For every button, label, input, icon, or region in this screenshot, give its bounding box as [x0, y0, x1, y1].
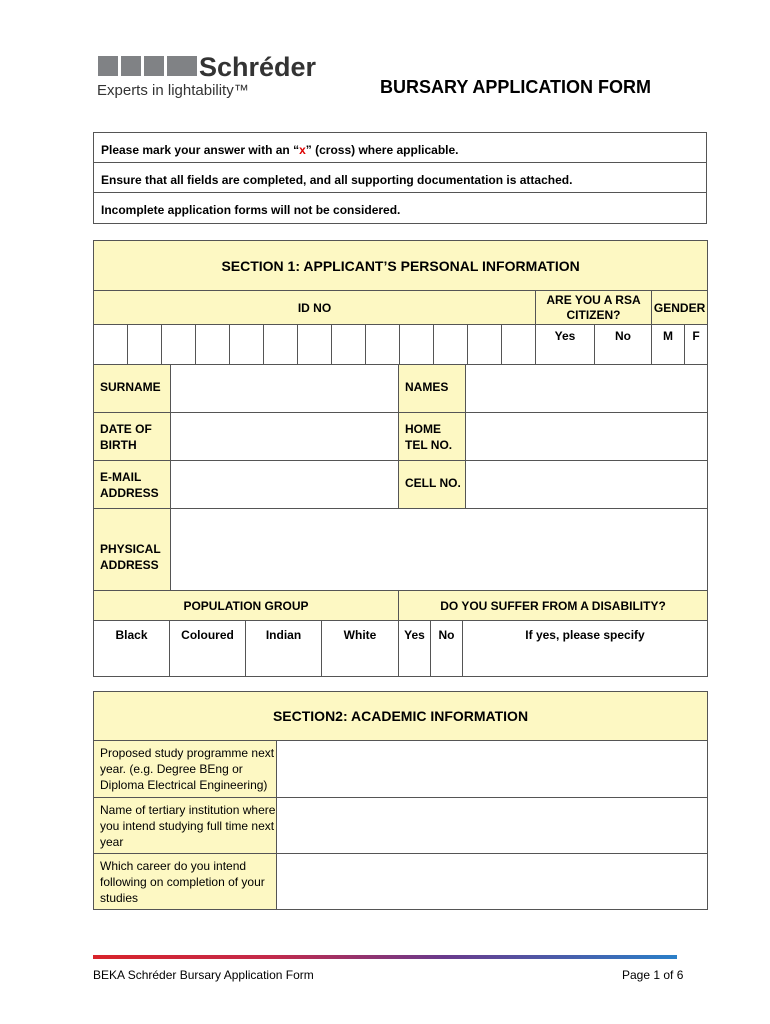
names-field[interactable] — [466, 365, 708, 413]
email-field[interactable] — [171, 461, 399, 509]
disability-no-box[interactable]: No — [431, 621, 463, 677]
instruction-mark-x: Please mark your answer with an “x” (cross) where applicable. — [94, 133, 706, 163]
disability-yes-box[interactable]: Yes — [399, 621, 431, 677]
section1-title: SECTION 1: APPLICANT’S PERSONAL INFORMATION — [94, 241, 708, 291]
physical-address-field[interactable] — [171, 509, 708, 591]
names-label: NAMES — [399, 365, 466, 413]
pop-white-box[interactable]: White — [322, 621, 399, 677]
footer-document-name: BEKA Schréder Bursary Application Form — [93, 968, 314, 982]
personal-details-table — [93, 364, 708, 591]
gender-male-box[interactable]: M — [652, 325, 685, 365]
rsa-citizen-label: ARE YOU A RSA CITIZEN? — [536, 291, 652, 325]
svg-text:Schréder: Schréder — [199, 52, 317, 82]
career-field[interactable] — [277, 854, 708, 910]
id-digit-box[interactable] — [298, 325, 332, 365]
section2-table — [93, 691, 708, 910]
form-title: BURSARY APPLICATION FORM — [380, 77, 652, 97]
id-digit-box[interactable] — [264, 325, 298, 365]
id-digit-box[interactable] — [94, 325, 128, 365]
footer-divider — [93, 955, 677, 959]
pop-coloured-box[interactable]: Coloured — [170, 621, 246, 677]
disability-label: DO YOU SUFFER FROM A DISABILITY? — [399, 591, 708, 621]
id-digit-box[interactable] — [162, 325, 196, 365]
id-digit-box[interactable] — [128, 325, 162, 365]
id-digit-box[interactable] — [366, 325, 400, 365]
instruction-complete-fields: Ensure that all fields are completed, and all supporting documentation is attached. — [94, 163, 706, 193]
physical-address-label: PHYSICAL ADDRESS — [94, 509, 171, 591]
home-tel-field[interactable] — [466, 413, 708, 461]
id-digit-box[interactable] — [332, 325, 366, 365]
gender-female-box[interactable]: F — [685, 325, 708, 365]
pop-indian-box[interactable]: Indian — [246, 621, 322, 677]
section1-table — [93, 240, 708, 365]
population-group-label: POPULATION GROUP — [94, 591, 399, 621]
surname-label: SURNAME — [94, 365, 171, 413]
id-no-label: ID NO — [94, 291, 536, 325]
dob-label: DATE OF BIRTH — [94, 413, 171, 461]
citizen-yes-box[interactable]: Yes — [536, 325, 595, 365]
career-label: Which career do you intend following on completion of your studies — [94, 854, 277, 910]
disability-specify-field[interactable]: If yes, please specify — [463, 621, 708, 677]
citizen-no-box[interactable]: No — [595, 325, 652, 365]
id-digit-box[interactable] — [434, 325, 468, 365]
logo-tagline: Experts in lightability™ — [97, 82, 249, 99]
instruction-incomplete: Incomplete application forms will not be considered. — [101, 203, 401, 217]
gender-label: GENDER — [652, 291, 708, 325]
id-digit-box[interactable] — [502, 325, 536, 365]
id-digit-box[interactable] — [400, 325, 434, 365]
institution-label: Name of tertiary institution where you intend studying full time next year — [94, 798, 277, 854]
footer-page-number: Page 1 of 6 — [622, 968, 684, 982]
home-tel-label: HOME TEL NO. — [399, 413, 466, 461]
cell-no-field[interactable] — [466, 461, 708, 509]
study-programme-field[interactable] — [277, 741, 708, 798]
population-disability-table — [93, 590, 708, 677]
id-digit-box[interactable] — [230, 325, 264, 365]
study-programme-label: Proposed study programme next year. (e.g. Degree BEng or Diploma Electrical Engineering) — [94, 741, 277, 798]
section2-title: SECTION2: ACADEMIC INFORMATION — [94, 692, 708, 741]
id-digit-box[interactable] — [468, 325, 502, 365]
id-digit-box[interactable] — [196, 325, 230, 365]
surname-field[interactable] — [171, 365, 399, 413]
instructions-box — [93, 132, 707, 224]
company-logo — [97, 50, 337, 84]
cell-no-label: CELL NO. — [399, 461, 466, 509]
dob-field[interactable] — [171, 413, 399, 461]
institution-field[interactable] — [277, 798, 708, 854]
email-label: E-MAIL ADDRESS — [94, 461, 171, 509]
pop-black-box[interactable]: Black — [94, 621, 170, 677]
